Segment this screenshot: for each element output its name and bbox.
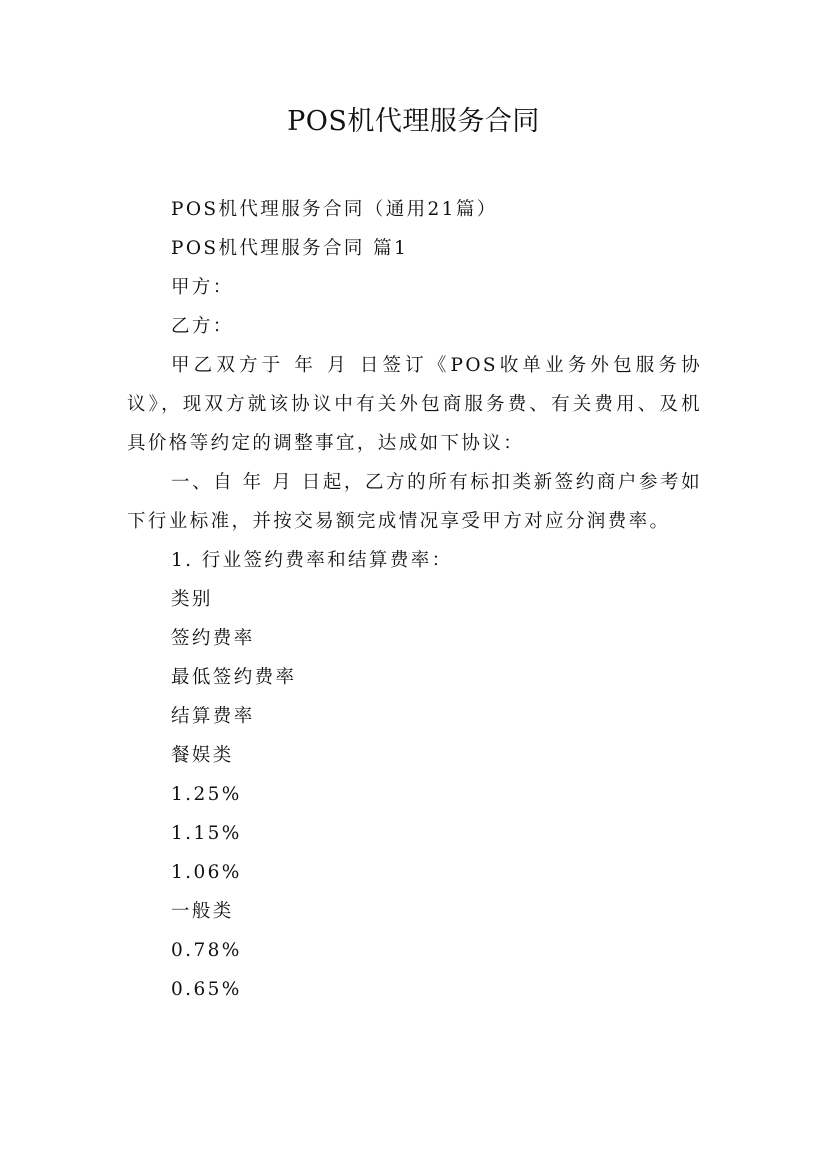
paragraph-agreement-intro: 甲乙双方于 年 月 日签订《POS收单业务外包服务协议》，现双方就该协议中有关外包商服务费、有关费用、及机具价格等约定的调整事宜，达成如下协议： (127, 355, 702, 454)
list-item: 1.15% (171, 823, 242, 844)
document-title: POS机代理服务合同 (287, 106, 540, 137)
list-item: 结算费率 (171, 706, 255, 727)
list-item: 一般类 (171, 901, 234, 922)
list-item: 类别 (171, 589, 213, 610)
list-item: 餐娱类 (171, 745, 234, 766)
paragraph-rate-heading: 1. 行业签约费率和结算费率： (171, 550, 453, 571)
list-item: 签约费率 (171, 628, 255, 649)
list-item: 1.06% (171, 862, 242, 883)
document-body (127, 190, 702, 1009)
list-item: 1.25% (171, 784, 242, 805)
paragraph-clause-1: 一、自 年 月 日起，乙方的所有标扣类新签约商户参考如下行业标准，并按交易额完成情况享受甲方对应分润费率。 (127, 472, 702, 532)
paragraph-party-a: 甲方： (171, 277, 234, 298)
list-item: 0.78% (171, 940, 242, 961)
paragraph-party-b: 乙方： (171, 316, 234, 337)
list-item: 最低签约费率 (171, 667, 297, 688)
list-item: 0.65% (171, 979, 242, 1000)
paragraph-subtitle: POS机代理服务合同（通用21篇） (171, 199, 498, 220)
paragraph-section-heading: POS机代理服务合同 篇1 (171, 238, 409, 259)
